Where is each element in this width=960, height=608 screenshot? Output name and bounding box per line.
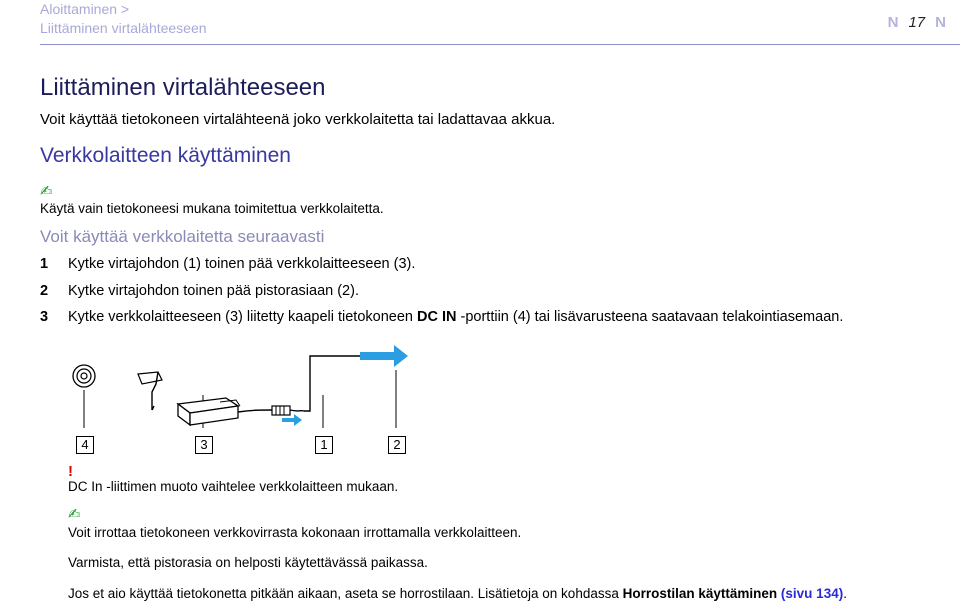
note-text bbox=[68, 585, 847, 602]
outlet-arrow-icon bbox=[360, 345, 408, 367]
dc-in-label: DC IN bbox=[417, 309, 457, 325]
power-adapter-diagram bbox=[60, 340, 420, 465]
step-text: Kytke virtajohdon (1) toinen pää verkkolaitteeseen (3). bbox=[68, 256, 416, 272]
step-text-part: Kytke verkkolaitteeseen (3) liitetty kaapeli tietokoneen bbox=[68, 309, 417, 325]
step-text-part: -porttiin (4) tai lisävarusteena saatavaan telakointiasemaan. bbox=[456, 309, 844, 325]
label-adapter: 3 bbox=[195, 436, 213, 454]
ac-adapter-icon bbox=[178, 398, 240, 425]
note-text: Käytä vain tietokoneesi mukana toimitettua verkkolaitetta. bbox=[40, 201, 384, 216]
page-title: Liittäminen virtalähteeseen bbox=[40, 74, 326, 101]
plug-arrow-icon bbox=[282, 414, 302, 426]
subsection-title: Voit käyttää verkkolaitetta seuraavasti bbox=[40, 227, 325, 246]
previous-page-icon[interactable]: N bbox=[887, 14, 899, 31]
step-item bbox=[40, 255, 415, 274]
header-divider bbox=[40, 44, 960, 45]
step-text: Kytke virtajohdon toinen pää pistorasiaan (2). bbox=[68, 283, 359, 299]
dc-plug-icon bbox=[138, 372, 162, 410]
step-number: 1 bbox=[40, 256, 49, 272]
section-title: Verkkolaitteen käyttäminen bbox=[40, 144, 291, 167]
note-text-part: . bbox=[843, 586, 847, 601]
exclamation-icon: ! bbox=[68, 463, 73, 480]
warning-text: DC In -liittimen muoto vaihtelee verkkolaitteen mukaan. bbox=[68, 479, 399, 494]
label-dc-in-port: 4 bbox=[76, 436, 94, 454]
page-number: 17 bbox=[908, 14, 926, 31]
intro-text: Voit käyttää tietokoneen virtalähteenä joko verkkolaitetta tai ladattavaa akkua. bbox=[40, 111, 556, 128]
step-item bbox=[40, 282, 359, 301]
breadcrumb-parent-link[interactable]: Aloittaminen > bbox=[40, 1, 130, 17]
pencil-note-icon: ✍ bbox=[68, 506, 81, 523]
note-text: Voit irrottaa tietokoneen verkkovirrasta kokonaan irrottamalla verkkolaitteen. bbox=[68, 525, 522, 540]
note-text-part: Jos et aio käyttää tietokonetta pitkään aikaan, aseta se horrostilaan. Lisätietoja on kohdassa bbox=[68, 586, 623, 601]
hibernate-section-ref: Horrostilan käyttäminen bbox=[622, 586, 778, 601]
breadcrumb-current: Liittäminen virtalähteeseen bbox=[40, 20, 207, 36]
step-number: 2 bbox=[40, 283, 49, 299]
pencil-note-icon: ✍ bbox=[40, 183, 53, 200]
step-item bbox=[40, 308, 843, 327]
page-navigation bbox=[888, 14, 946, 31]
label-outlet: 2 bbox=[388, 436, 406, 454]
page-link[interactable]: (sivu 134) bbox=[780, 586, 844, 601]
note-text: Varmista, että pistorasia on helposti käytettävässä paikassa. bbox=[68, 555, 428, 570]
dc-in-port-icon bbox=[73, 365, 95, 428]
step-text bbox=[68, 308, 843, 327]
step-number: 3 bbox=[40, 309, 49, 325]
next-page-icon[interactable]: N bbox=[935, 14, 946, 31]
breadcrumb bbox=[40, 0, 207, 38]
label-power-cord: 1 bbox=[315, 436, 333, 454]
